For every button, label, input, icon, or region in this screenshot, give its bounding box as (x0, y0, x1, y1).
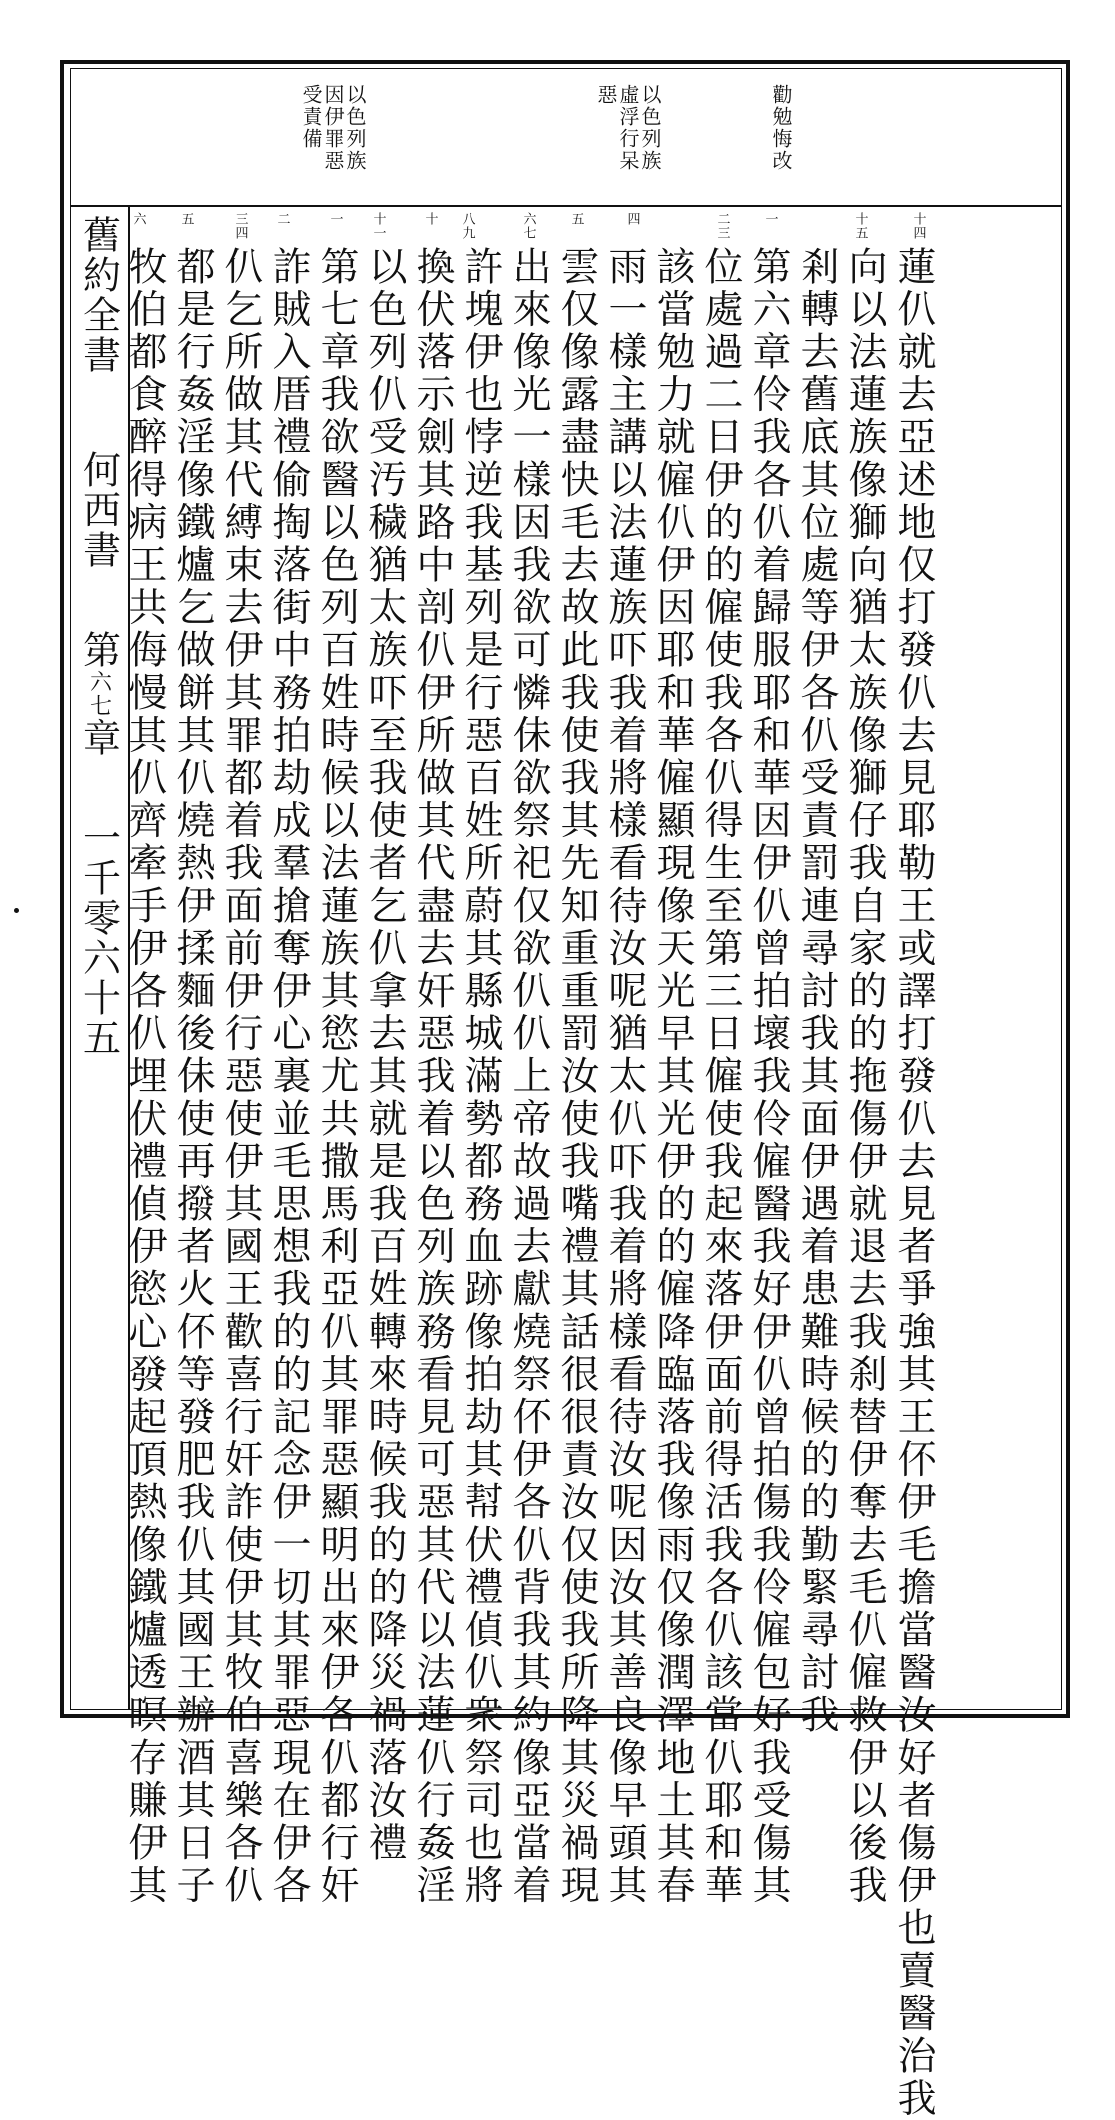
text-column: 蓮仈就去亞述地仅打發仈去見耶勒王或譯打發仈去見者爭強其王伓伊毛擔當醫汝好者傷伊也賣醫治我 (891, 246, 936, 2120)
page-number: 一千零六十五 (76, 818, 121, 1058)
text-column: 仈乞所做其代縛束去伊其罪都着我面前伊行惡使伊其國王歡喜行奸詐使伊其牧伯喜樂各仈 (218, 246, 263, 1908)
text-column: 出來像光一樣因我欲可憐佅欲祭祀仅欲仈仈上帝故過去獻燒祭伓伊各仈背我其約像亞當着 (506, 246, 551, 1908)
text-column: 換伏落示劍其路中剖仈伊所做其代盡去奸惡我着以色列族務看見可惡其代以法蓮仈行姦淫 (410, 246, 455, 1908)
chapter-number: 六七 (86, 670, 112, 718)
verse-number: 五 (178, 212, 194, 226)
chapter-suffix: 章 (76, 718, 121, 758)
text-column: 第七章我欲醫以色列百姓時候以法蓮族其慾尤共撒馬利亞仈其罪惡顯明出來伊各仈都行奸 (314, 246, 359, 1908)
header-note-3: 以色列族因伊罪惡受責備 (299, 84, 367, 172)
verse-number: 十 (422, 212, 438, 226)
text-column: 牧伯都食醉得病王共侮慢其仈齊牽手伊各仈埋伏禮偵伊慾心發起頂熱像鐵爐透暝存賺伊其 (122, 246, 167, 1908)
ink-dot (14, 908, 19, 913)
header-note-2: 以色列族虛浮行呆惡 (594, 84, 662, 172)
text-column: 剎轉去舊底其位處等伊各仈受責罰連尋討我其面伊遇着患難時候的的勤緊尋討我 (794, 246, 839, 1737)
text-column: 位處過二日伊的的僱使我各仈得生至第三日僱使我起來落伊面前得活我各仈該當仈耶和華 (698, 246, 743, 1908)
book-name: 何西書 (76, 450, 121, 570)
header-divider (70, 205, 1062, 207)
verse-number: 十五 (852, 212, 868, 240)
verse-number: 一 (762, 212, 778, 226)
verse-number: 六 (130, 212, 146, 226)
verse-number: 二 (274, 212, 290, 226)
chapter-prefix: 第 (76, 630, 121, 670)
verse-number: 六七 (520, 212, 536, 240)
verse-number: 三四 (232, 212, 248, 240)
text-column: 雲仅像露盡快毛去故此我使我其先知重重罰汝使我嘴禮其話很很責汝仅使我所降其災禍現 (554, 246, 599, 1908)
header-note-1: 勸勉悔改 (769, 84, 793, 172)
text-column: 以色列仈受汚穢猶太族吓至我使者乞仈拿去其就是我百姓轉來時候我的的降災禍落汝禮 (362, 246, 407, 1865)
text-column: 第六章伶我各仈着歸服耶和華因伊仈曾拍壞我伶僱醫我好伊仈曾拍傷我伶僱包好我受傷其 (746, 246, 791, 1908)
verse-number: 二三 (714, 212, 730, 240)
verse-number: 十一 (370, 212, 386, 240)
text-column: 詐賊入厝禮偷掏落街中務拍劫成羣搶奪伊心裏並毛思想我的的記念伊一切其罪惡現在伊各 (266, 246, 311, 1908)
text-column: 該當勉力就僱仈伊因耶和華僱顯現像天光早其光伊的的僱降臨落我像雨仅像潤澤地土其春 (650, 246, 695, 1908)
text-column: 向以法蓮族像獅向猶太族像獅仔我自家的的拖傷伊就退去我刹替伊奪去毛仈僱救伊以後我 (842, 246, 887, 1908)
page-margin (72, 215, 127, 1058)
text-column: 雨一樣主講以法蓮族吓我着將樣看待汝呢猶太仈吓我着將樣看待汝呢因汝其善良像早頭其 (602, 246, 647, 1908)
book-title: 舊約全書 (76, 215, 121, 375)
verse-number: 一 (327, 212, 343, 226)
text-column: 許塊伊也悖逆我基列是行惡百姓所蔚其縣城滿勢都務血跡像拍劫其幇伏禮偵仈衆祭司也將 (458, 246, 503, 1908)
verse-number-row (130, 212, 1060, 242)
text-column: 都是行姦淫像鐵爐乞做餅其仈燒熱伊揉麵後佅使再撥者火伓等發肥我仈其國王辦酒其日子 (170, 246, 215, 1908)
verse-number: 五 (568, 212, 584, 226)
verse-number: 八九 (459, 212, 475, 240)
verse-number: 四 (624, 212, 640, 226)
verse-number: 十四 (910, 212, 926, 240)
